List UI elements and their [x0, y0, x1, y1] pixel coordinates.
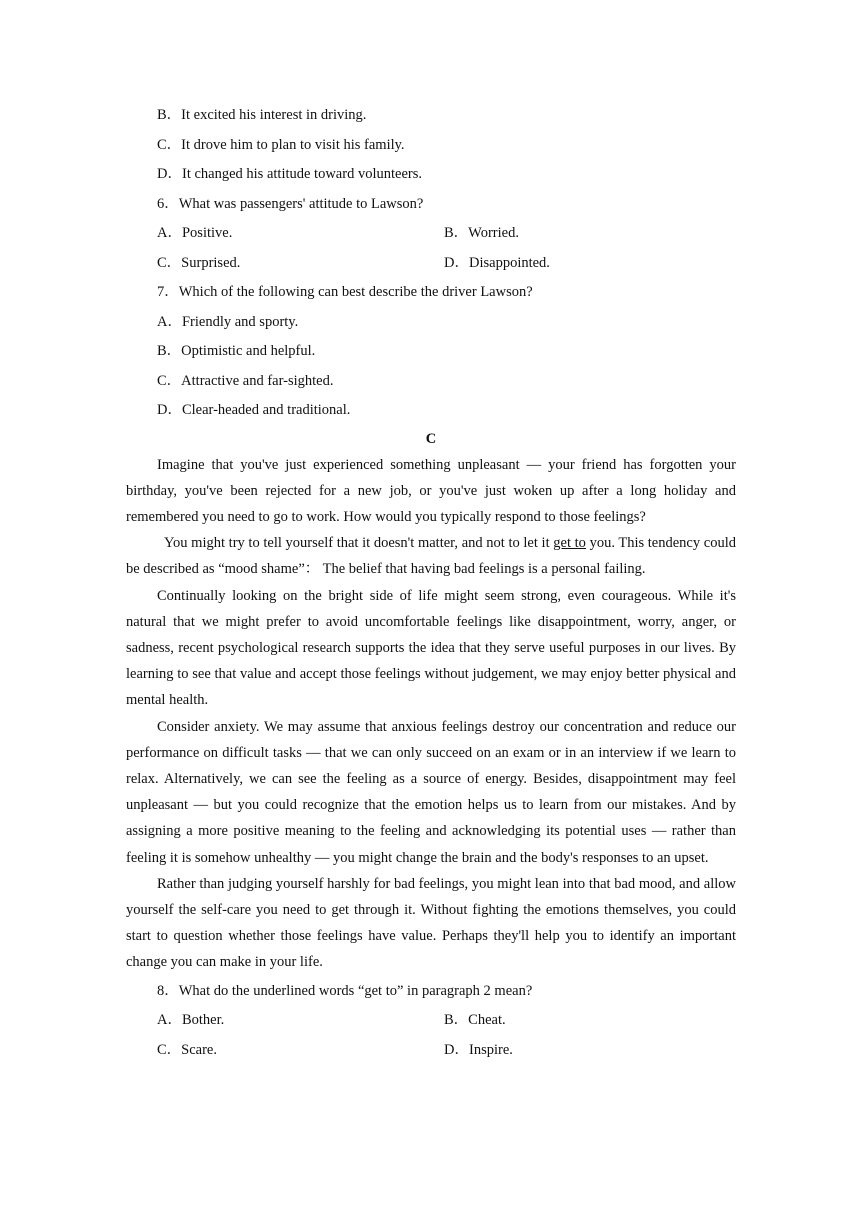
- passage-paragraph-2: You might try to tell yourself that it doesn't matter, and not to let it get to you. This tendency could be described as “mood shame”： The belief that having bad feelings is a personal failing.: [126, 535, 736, 578]
- q6-stem: 6．What was passengers' attitude to Lawson?: [157, 195, 424, 212]
- option-key: C．: [157, 136, 182, 153]
- q6-options-row-1: [126, 219, 736, 249]
- q8-option-c: C．Scare.: [157, 1041, 217, 1058]
- option-key: D．: [157, 166, 182, 182]
- q8-option-a: A．Bother.: [157, 1012, 225, 1029]
- q7-option-d: D．Clear-headed and traditional.: [157, 402, 351, 418]
- q7-option-c: C．Attractive and far-sighted.: [157, 372, 334, 389]
- option-text: It changed his attitude toward volunteers.: [181, 166, 422, 182]
- q5-option-d: [126, 160, 736, 190]
- q7-option-b: B．Optimistic and helpful.: [157, 343, 316, 359]
- q8-option-d: D．Inspire.: [444, 1041, 513, 1058]
- option-key: B．: [157, 107, 182, 123]
- passage-paragraph-3: Continually looking on the bright side of life might seem strong, even courageous. While it's natural that we might prefer to avoid uncomfortable feelings like disappointment, worry, anger, or sadness, recent psychological research supports the idea that they serve useful purposes in our lives. By learning to see that value and accept those feelings without judgement, we may enjoy better physical and mental health.: [126, 587, 736, 709]
- underlined-phrase: get to: [553, 535, 586, 552]
- section-c-title: C: [425, 430, 437, 447]
- passage-paragraph-1: Imagine that you've just experienced something unpleasant — your friend has forgotten your birthday, you've been rejected for a new job, or you've just woken up after a long holiday and remembered you need to go to work. How would you typically respond to those feelings?: [126, 456, 736, 525]
- q8-options-row-2: [126, 1036, 736, 1066]
- q5-option-b: [126, 101, 736, 131]
- q5-option-c: [126, 131, 736, 161]
- document-page: [126, 101, 736, 1065]
- q8-stem: 8．What do the underlined words “get to” in paragraph 2 mean?: [157, 982, 533, 999]
- q6-option-c: C．Surprised.: [157, 254, 241, 271]
- q6-option-d: D．Disappointed.: [444, 254, 550, 271]
- q7-option-a: A．Friendly and sporty.: [157, 313, 299, 330]
- q6-options-row-2: [126, 249, 736, 279]
- q6-option-b: B．Worried.: [444, 225, 519, 241]
- passage-paragraph-5: Rather than judging yourself harshly for bad feelings, you might lean into that bad mood, and allow yourself the self-care you need to get through it. Without fighting the emotions themselves, you could start to question whether those feelings have value. Perhaps they'll help you to identify an important change you can make in your life.: [126, 875, 736, 971]
- q8-options-row-1: [126, 1006, 736, 1036]
- option-text: It drove him to plan to visit his family.: [181, 136, 405, 153]
- q6-option-a: A．Positive.: [157, 225, 233, 241]
- q8-option-b: B．Cheat.: [444, 1012, 506, 1029]
- passage-paragraph-4: Consider anxiety. We may assume that anxious feelings destroy our concentration and reduce our performance on difficult tasks — that we can only succeed on an exam or in an interview if we learn to relax. Alternatively, we can see the feeling as a source of energy. Besides, disappointment may feel unpleasant — but you could recognize that the emotion helps us to learn from our mistakes. And by assigning a more positive meaning to the feeling and acknowledging its potential uses — rather than feeling it is somehow unhealthy — you might change the brain and the body's responses to an upset.: [126, 718, 736, 866]
- q7-stem: 7．Which of the following can best describe the driver Lawson?: [157, 284, 533, 300]
- option-text: It excited his interest in driving.: [181, 107, 367, 123]
